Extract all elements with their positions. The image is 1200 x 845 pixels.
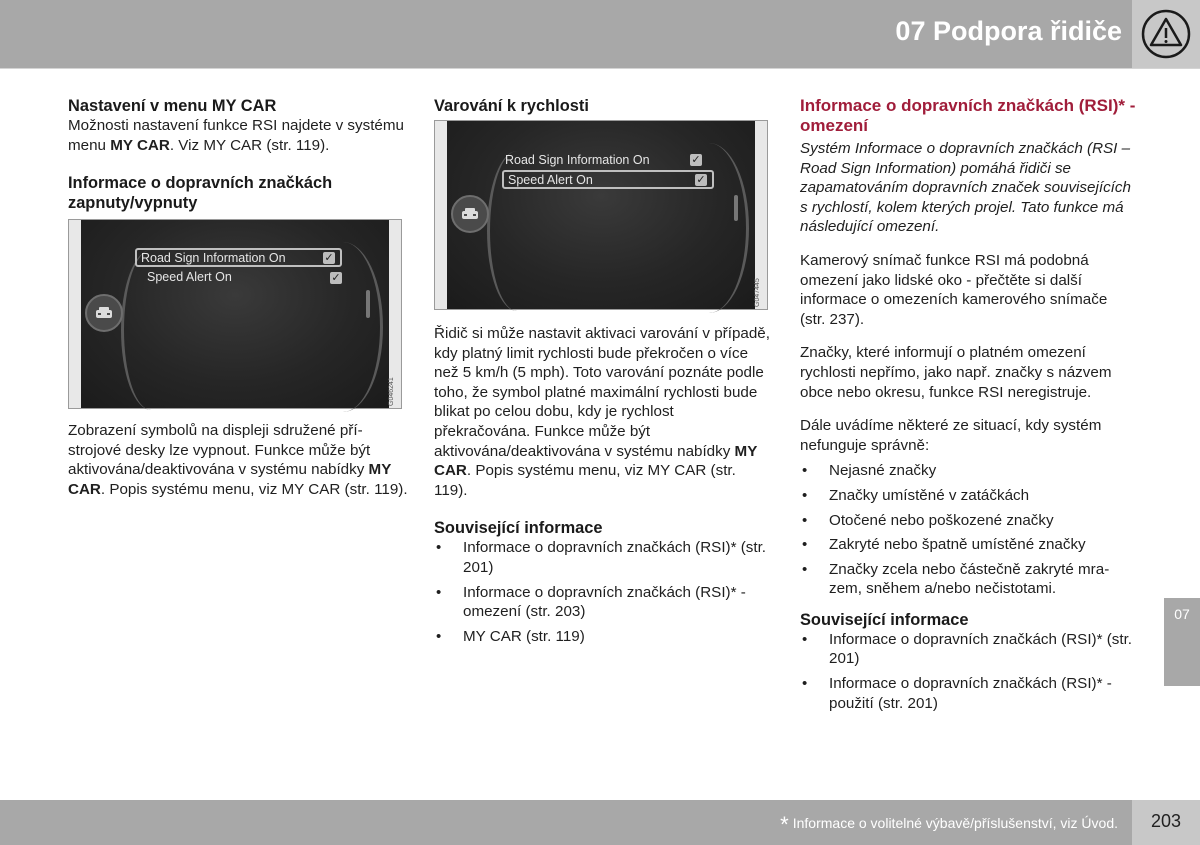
paragraph: [68, 421, 408, 499]
checkbox-checked-icon: ✓: [691, 154, 701, 166]
chapter-tab: [1164, 598, 1200, 686]
car-symbol-icon: [85, 294, 123, 332]
footnote-text: Informace o volitelné výbavě/příslušenství, viz Úvod.: [792, 815, 1118, 831]
warning-triangle-icon: [1141, 9, 1191, 59]
header-divider: [0, 68, 1200, 69]
column-left: [68, 96, 408, 500]
related-link[interactable]: • Informace o dopravních značkách (RSI)* (str. 201): [800, 630, 1136, 669]
paragraph: [434, 324, 770, 500]
paragraph: Značky, které informují o platném omezení rychlosti nepřímo, jako např. značky s názvem obce nebo okresu, funkce RSI neregistruje.: [800, 344, 1112, 401]
section-heading: Varování k rychlosti: [434, 97, 589, 115]
text: Možnosti nastavení funkce RSI najdete v systému menu: [68, 117, 404, 154]
related-list: [434, 538, 770, 646]
text: . Popis systému menu, viz MY CAR (str. 119).: [100, 480, 408, 498]
warning-icon-box: [1132, 0, 1200, 68]
section-heading: Informace o dopravních značkách zapnuty/vypnuty: [68, 174, 333, 213]
page-number-box: [1132, 800, 1200, 845]
menu-name: MY CAR: [434, 442, 758, 480]
text: Zobrazení symbolů na displeji sdružené přístrojové desky lze vypnout. Funkce může být aktivována/deaktivována v systému nabídky: [68, 422, 371, 479]
paragraph: [68, 116, 408, 155]
column-right: [800, 96, 1136, 718]
related-heading: Související informace: [434, 519, 603, 538]
chapter-tab-label: 07: [1174, 606, 1190, 622]
display-screen: [447, 121, 761, 309]
chapter-title: 07 Podpora řidiče: [895, 16, 1122, 46]
text: Řidič si může nastavit aktivaci varování v případě, kdy platný limit rychlosti bude překročen o více než 5 km/h (5 mph). Toto varování poznáte podle toho, že symbol platné maximální rychlosti bude blikat po celou dobu, kdy je rychlost překračována. Funkce může být aktivována/deaktivována v systému nabídky: [434, 325, 770, 460]
related-link[interactable]: • Informace o dopravních značkách (RSI)* (str. 201): [434, 538, 770, 577]
text: Systém Informace o dopravních značkách (RSI – Road Sign Information) pomáhá řidiči se zapamatováním dopravních značek souvisejících s rychlostí, kolem kterých projel. Tato funkce má následující omezení.: [800, 140, 1131, 236]
menu-item-speed-alert: [143, 268, 232, 287]
menu-item-label: Road Sign Information On: [505, 153, 650, 167]
section-heading: Nastavení v menu MY CAR: [68, 97, 277, 115]
list-item: • Otočené nebo poškozené značky: [800, 511, 1136, 531]
menu-item-road-sign-information: [135, 248, 342, 267]
asterisk: *: [780, 812, 789, 837]
text: . Viz MY CAR (str. 119).: [169, 136, 330, 154]
menu-name: MY CAR: [68, 461, 392, 498]
section-heading: Informace o dopravních značkách (RSI)* - omezení: [800, 96, 1136, 135]
menu-item-label: Road Sign Information On: [141, 251, 286, 266]
intro-paragraph: [800, 139, 1136, 237]
paragraph: Dále uvádíme některé ze situací, kdy systém nefunguje správně:: [800, 417, 1102, 454]
car-symbol-icon: [451, 195, 489, 233]
related-list: [800, 630, 1136, 713]
list-item: • Nejasné značky: [800, 461, 1136, 481]
related-link[interactable]: • MY CAR (str. 119): [434, 627, 770, 647]
menu-item-speed-alert: [502, 170, 714, 189]
menu-name: MY CAR: [110, 136, 170, 154]
image-code: G046241: [388, 377, 395, 407]
checkbox-checked-icon: ✓: [331, 272, 341, 285]
situation-list: [800, 461, 1136, 599]
menu-item-label: Speed Alert On: [508, 173, 593, 187]
list-item: • Značky zcela nebo částečně zakryté mrazem, sněhem a/nebo nečistotami.: [800, 560, 1136, 599]
checkbox-checked-icon: ✓: [324, 252, 334, 265]
related-link[interactable]: • Informace o dopravních značkách (RSI)* - použití (str. 201): [800, 674, 1136, 713]
related-link[interactable]: • Informace o dopravních značkách (RSI)* - omezení (str. 203): [434, 583, 770, 622]
list-item: • Značky umístěné v zatáčkách: [800, 486, 1136, 506]
paragraph: Kamerový snímač funkce RSI má podobná omezení jako lidské oko - přečtěte si další informace o omezeních kamerového snímače (str. 237).: [800, 251, 1108, 328]
list-item: • Zakryté nebo špatně umístěné značky: [800, 535, 1136, 555]
column-middle: [434, 96, 770, 651]
checkbox-checked-icon: ✓: [696, 174, 706, 186]
image-code: G047445: [754, 278, 761, 307]
display-screen: [81, 220, 395, 408]
display-screenshot: [68, 219, 402, 409]
menu-item-label: Speed Alert On: [147, 270, 232, 285]
menu-item-road-sign-information: [501, 151, 650, 170]
footnote: [780, 812, 1118, 838]
related-heading: Související informace: [800, 610, 969, 629]
display-screenshot: [434, 120, 768, 310]
page-number: 203: [1150, 811, 1182, 831]
page-footer: [0, 800, 1132, 845]
page-header: [0, 0, 1132, 68]
text: . Popis systému menu, viz MY CAR (str. 119).: [434, 462, 736, 499]
